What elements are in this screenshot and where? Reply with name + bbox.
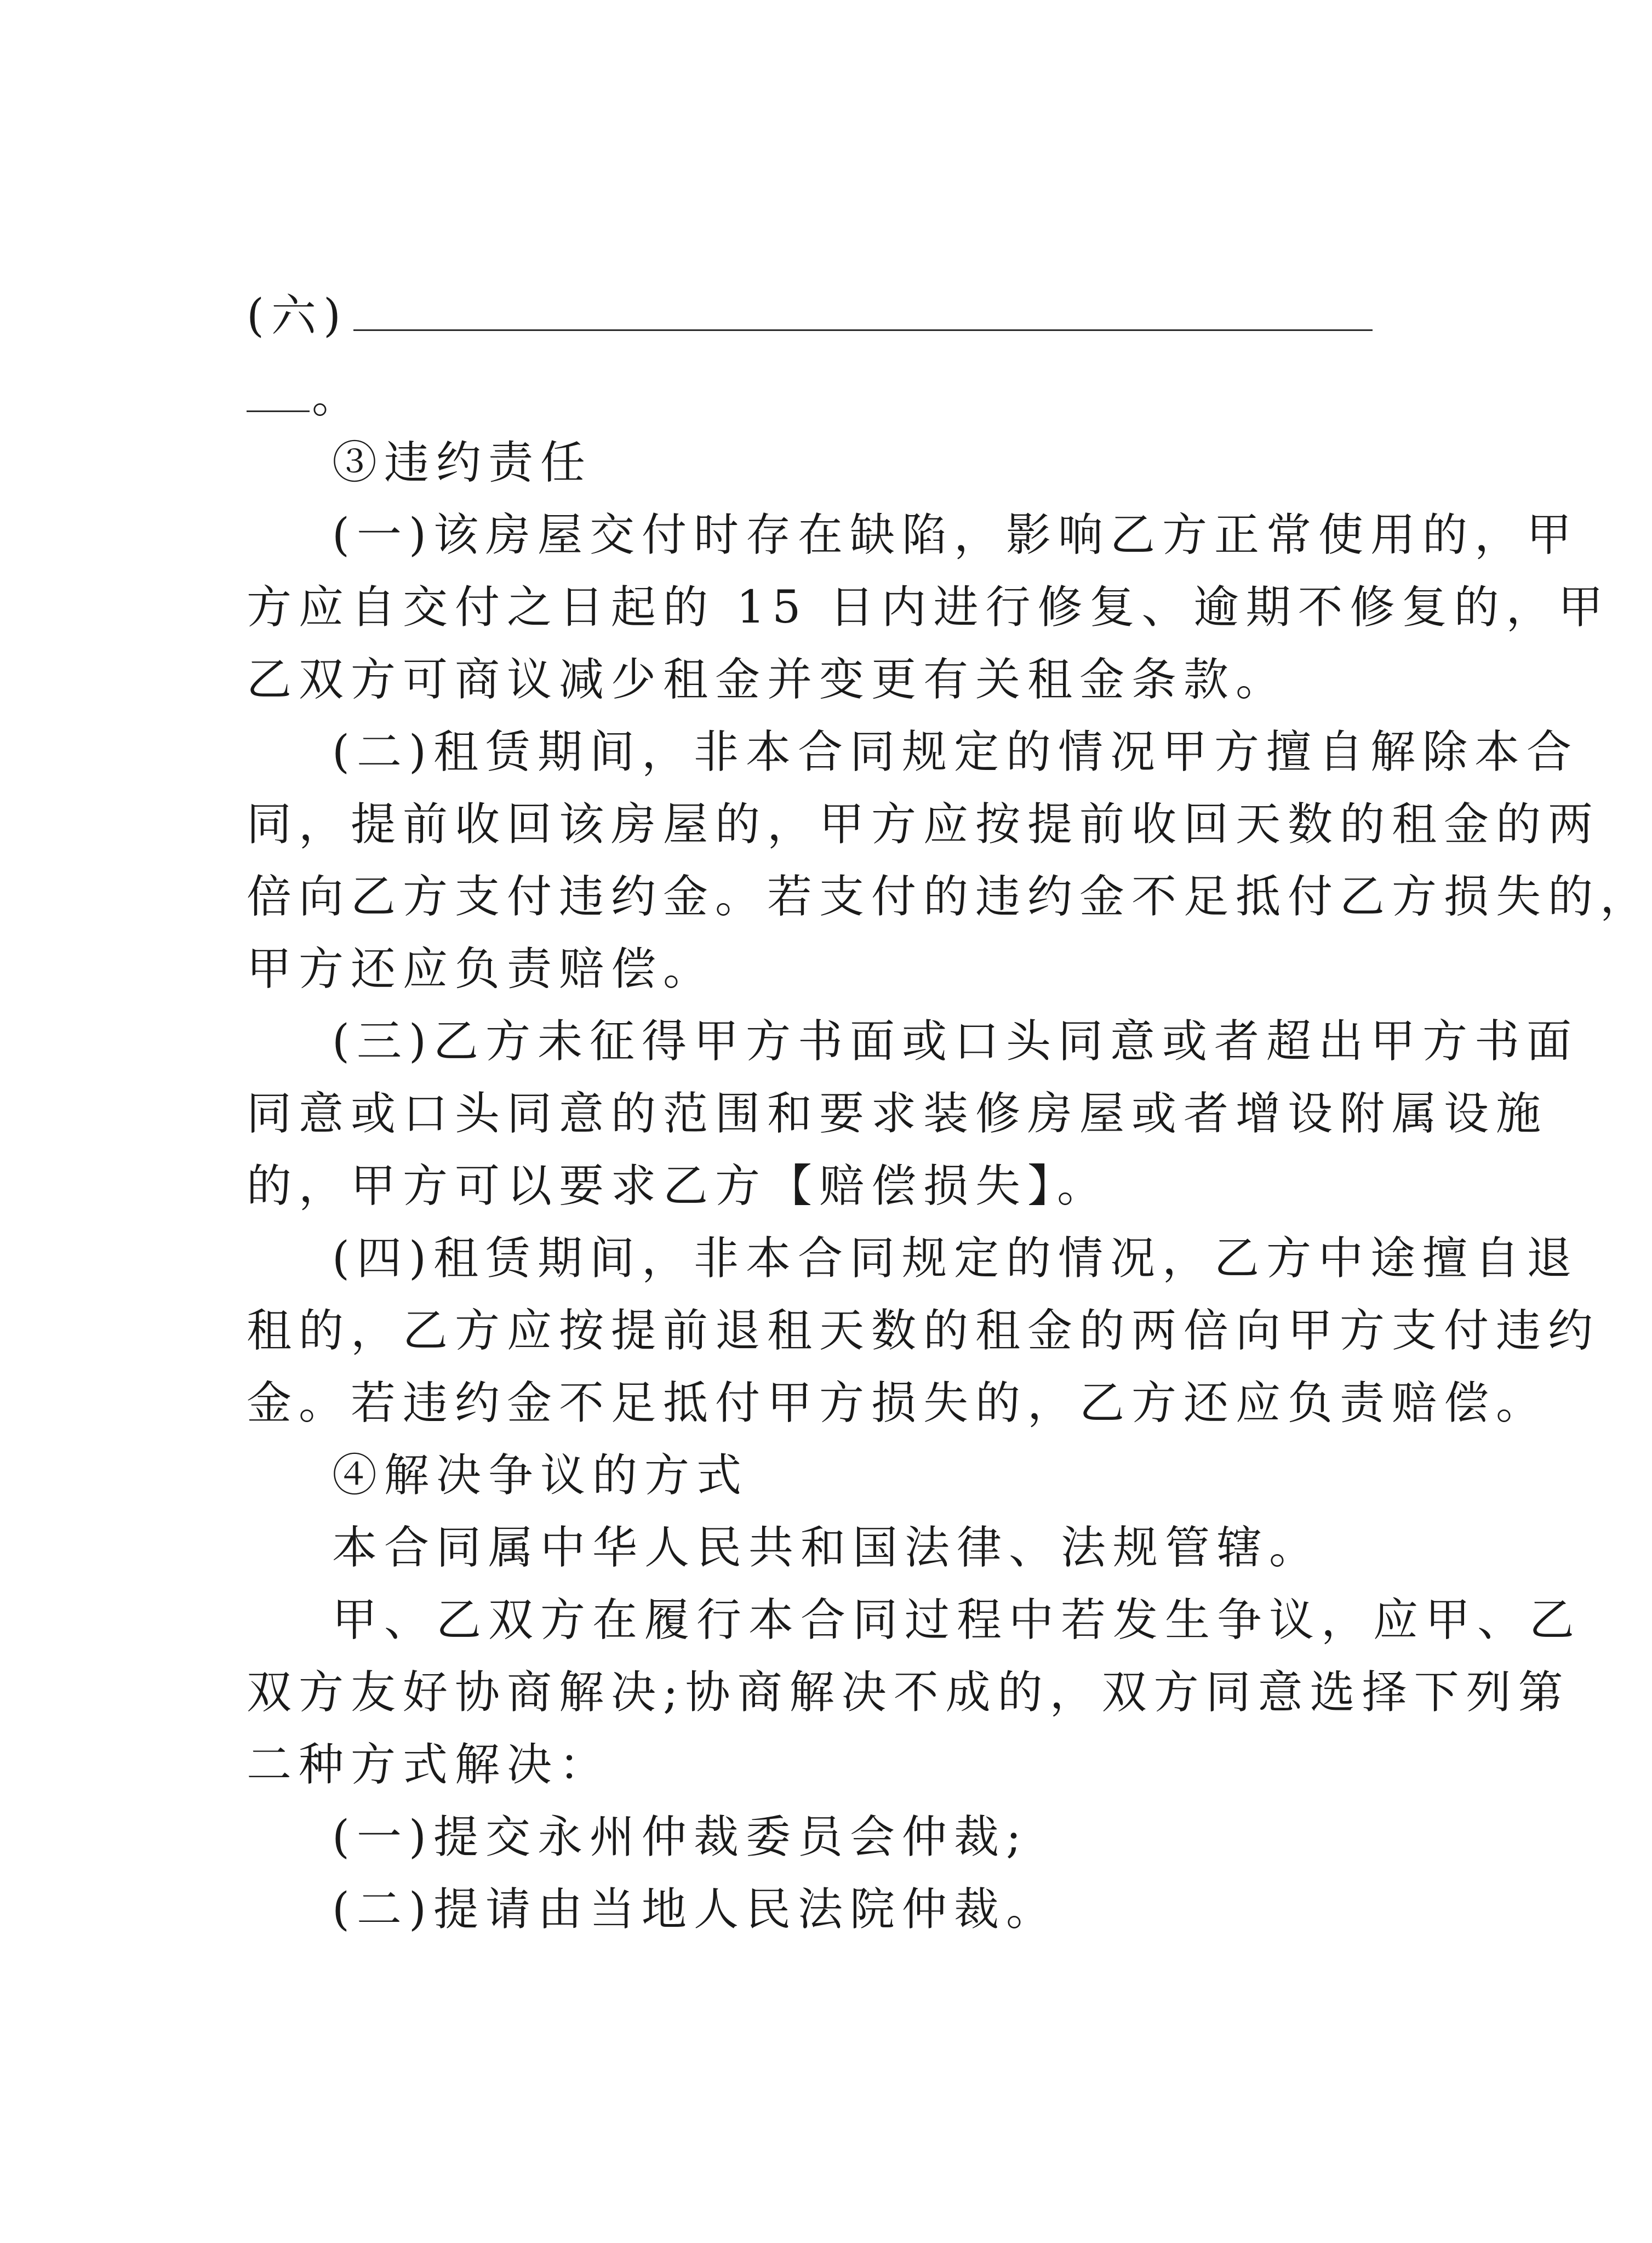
item-six-end: 。 xyxy=(312,371,364,423)
s4-p2-line-2: 双方友好协商解决;协商解决不成的，双方同意选择下列第 xyxy=(247,1666,1570,1719)
s4-option-1: (一)提交永州仲裁委员会仲裁; xyxy=(332,1811,1028,1863)
s3-p1-line-1: (一)该房屋交付时存在缺陷，影响乙方正常使用的，甲 xyxy=(332,509,1579,561)
s3-p1-line-2: 方应自交付之日起的 15 日内进行修复、逾期不修复的，甲 xyxy=(247,581,1610,633)
s3-p2-line-1: (二)租赁期间，非本合同规定的情况甲方擅自解除本合 xyxy=(332,726,1579,778)
s4-p2-line-3: 二种方式解决： xyxy=(247,1739,611,1791)
s3-p1-line-3: 乙双方可商议减少租金并变更有关租金条款。 xyxy=(247,654,1288,706)
section-4-heading: ④解决争议的方式 xyxy=(332,1449,749,1502)
item-six-blank-continued[interactable] xyxy=(247,379,310,412)
s3-p2-line-3: 倍向乙方支付违约金。若支付的违约金不足抵付乙方损失的， xyxy=(247,871,1652,923)
s3-p4-line-2: 租的，乙方应按提前退租天数的租金的两倍向甲方支付违约 xyxy=(247,1305,1600,1357)
s3-p4-line-1: (四)租赁期间，非本合同规定的情况，乙方中途擅自退 xyxy=(332,1232,1579,1285)
item-six-line xyxy=(247,275,1353,357)
s3-p3-line-2: 同意或口头同意的范围和要求装修房屋或者增设附属设施 xyxy=(247,1088,1548,1140)
item-six-label: (六) xyxy=(247,290,348,342)
item-six-blank[interactable] xyxy=(353,298,1373,331)
s4-p2-line-1: 甲、乙双方在履行本合同过程中若发生争议，应甲、乙 xyxy=(332,1594,1582,1646)
section-3-heading: ③违约责任 xyxy=(332,437,593,489)
s4-p1-line-1: 本合同属中华人民共和国法律、法规管辖。 xyxy=(332,1522,1322,1574)
s3-p3-line-3: 的，甲方可以要求乙方【赔偿损失】。 xyxy=(247,1160,1110,1212)
s3-p2-line-4: 甲方还应负责赔偿。 xyxy=(247,943,716,995)
s3-p2-line-2: 同，提前收回该房屋的，甲方应按提前收回天数的租金的两 xyxy=(247,798,1600,851)
s4-option-2: (二)提请由当地人民法院仲裁。 xyxy=(332,1884,1058,1936)
s3-p4-line-3: 金。若违约金不足抵付甲方损失的，乙方还应负责赔偿。 xyxy=(247,1377,1548,1429)
s3-p3-line-1: (三)乙方未征得甲方书面或口头同意或者超出甲方书面 xyxy=(332,1015,1579,1068)
